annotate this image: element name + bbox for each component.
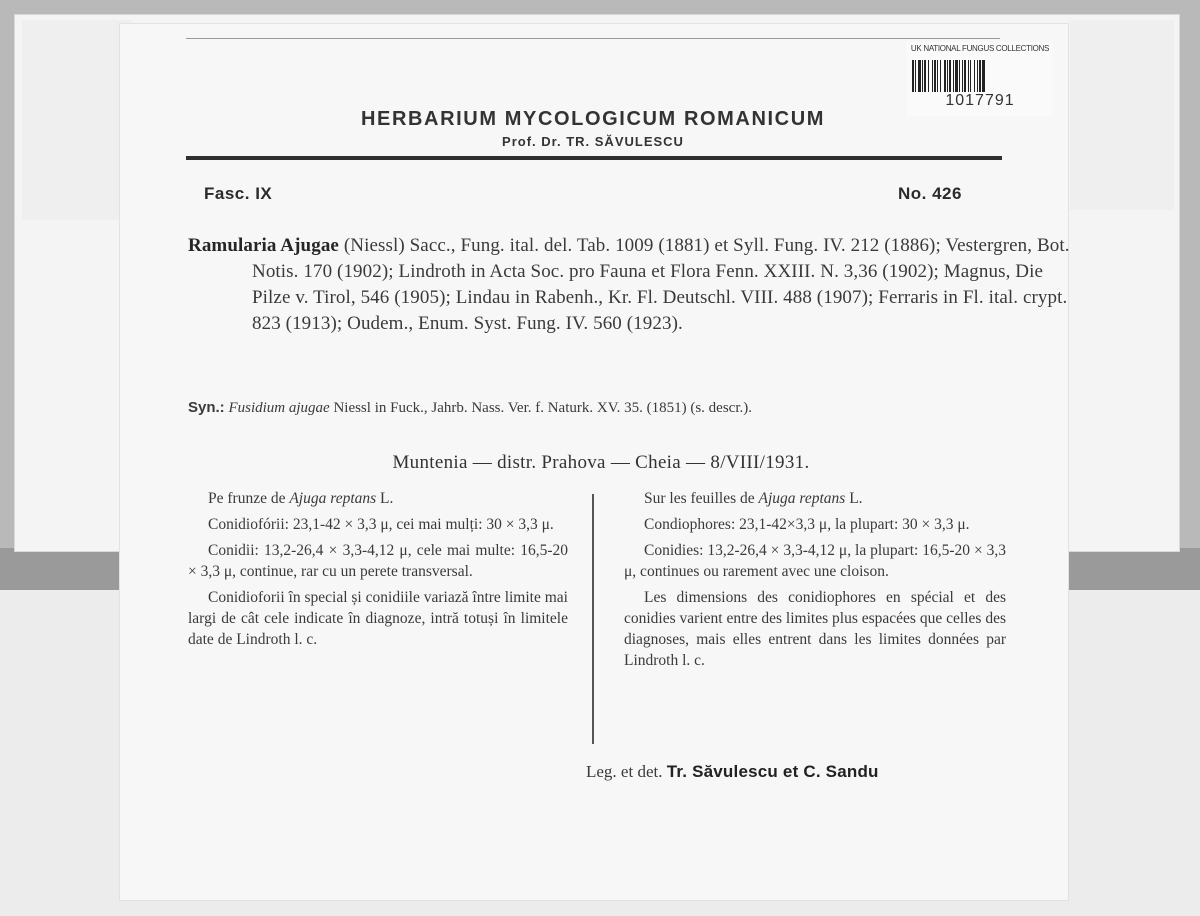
remarks-ro: Conidioforii în special și conidiile variază între limite mai largi de cât cele indicate în diagnoze, intră totuși în limitele date de Lindroth l. c. [188,589,568,648]
host-line-ro [188,488,568,509]
synonym-citation: Niessl in Fuck., Jahrb. Nass. Ver. f. Naturk. XV. 35. (1851) (s. descr.). [333,400,753,416]
host-suffix-fr: L. [849,490,863,507]
locality-line: Muntenia — distr. Prahova — Cheia — 8/VIII/1931. [392,452,810,473]
herbarium-title: HERBARIUM MYCOLOGICUM ROMANICUM [360,108,825,130]
host-species-fr: Ajuga reptans [758,490,846,507]
species-paragraph [188,233,1070,337]
synonym-paragraph [188,398,1064,418]
herbarium-subtitle: Prof. Dr. TR. SĂVULESCU [502,134,684,149]
fascicle-label: Fasc. IX [204,184,273,203]
species-name: Ramularia Ajugae [188,235,339,256]
envelope-flap-left [22,20,132,220]
collector-names: Tr. Săvulescu et C. Sandu [666,762,879,781]
barcode-stripe [982,60,985,92]
host-prefix-ro: Pe frunze de [208,490,286,507]
conidia-fr: Conidies: 13,2-26,4 × 3,3-4,12 μ, la plupart: 16,5-20 × 3,3 μ, continues ou rarement avec une cloison. [624,542,1006,580]
french-description [624,488,1006,676]
specimen-number: No. 426 [898,184,962,203]
collector-line [586,762,879,782]
host-suffix-ro: L. [380,490,394,507]
synonym-name: Fusidium ajugae [228,400,330,416]
collector-prefix: Leg. et det. [586,762,663,781]
header-divider [186,156,1002,160]
envelope-flap-right [1070,20,1174,210]
host-line-fr [624,488,1006,509]
conidiophores-ro: Conidiofórii: 23,1-42 × 3,3 μ, cei mai mulți: 30 × 3,3 μ. [208,516,554,533]
barcode-image [912,60,1048,92]
species-citation: (Niessl) Sacc., Fung. ital. del. Tab. 1009 (1881) et Syll. Fung. IV. 212 (1886); Vestergren, Bot. Notis. 170 (1902); Lindroth in Acta Soc. pro Fauna et Flora Fenn. XXIII. N. 3,36 (1902); Magnus, Die Pilze v. Tirol, 546 (1905); Lindau in Rabenh., Kr. Fl. Deutschl. VIII. 488 (1907); Ferraris in Fl. ital. crypt. 823 (1913); Oudem., Enum. Syst. Fung. IV. 560 (1923). [252,235,1070,334]
column-divider [592,494,594,744]
host-prefix-fr: Sur les feuilles de [644,490,755,507]
host-species-ro: Ajuga reptans [289,490,377,507]
romanian-description [188,488,568,655]
conidiophores-fr: Condiophores: 23,1-42×3,3 μ, la plupart: 30 × 3,3 μ. [644,516,970,533]
conidia-ro: Conidii: 13,2-26,4 × 3,3-4,12 μ, cele mai multe: 16,5-20 × 3,3 μ, continue, rar cu un perete transversal. [188,542,568,580]
synonym-label: Syn.: [188,399,225,416]
remarks-fr: Les dimensions des conidiophores en spécial et des conidies varient entre des limites plus espacées que celles des diagnoses, mais elles entrent dans les limites données par Lindroth l. c. [624,589,1006,669]
top-rule [186,38,1000,39]
barcode-caption: UK NATIONAL FUNGUS COLLECTIONS [910,44,1050,53]
barcode-number: 1017791 [945,92,1015,109]
